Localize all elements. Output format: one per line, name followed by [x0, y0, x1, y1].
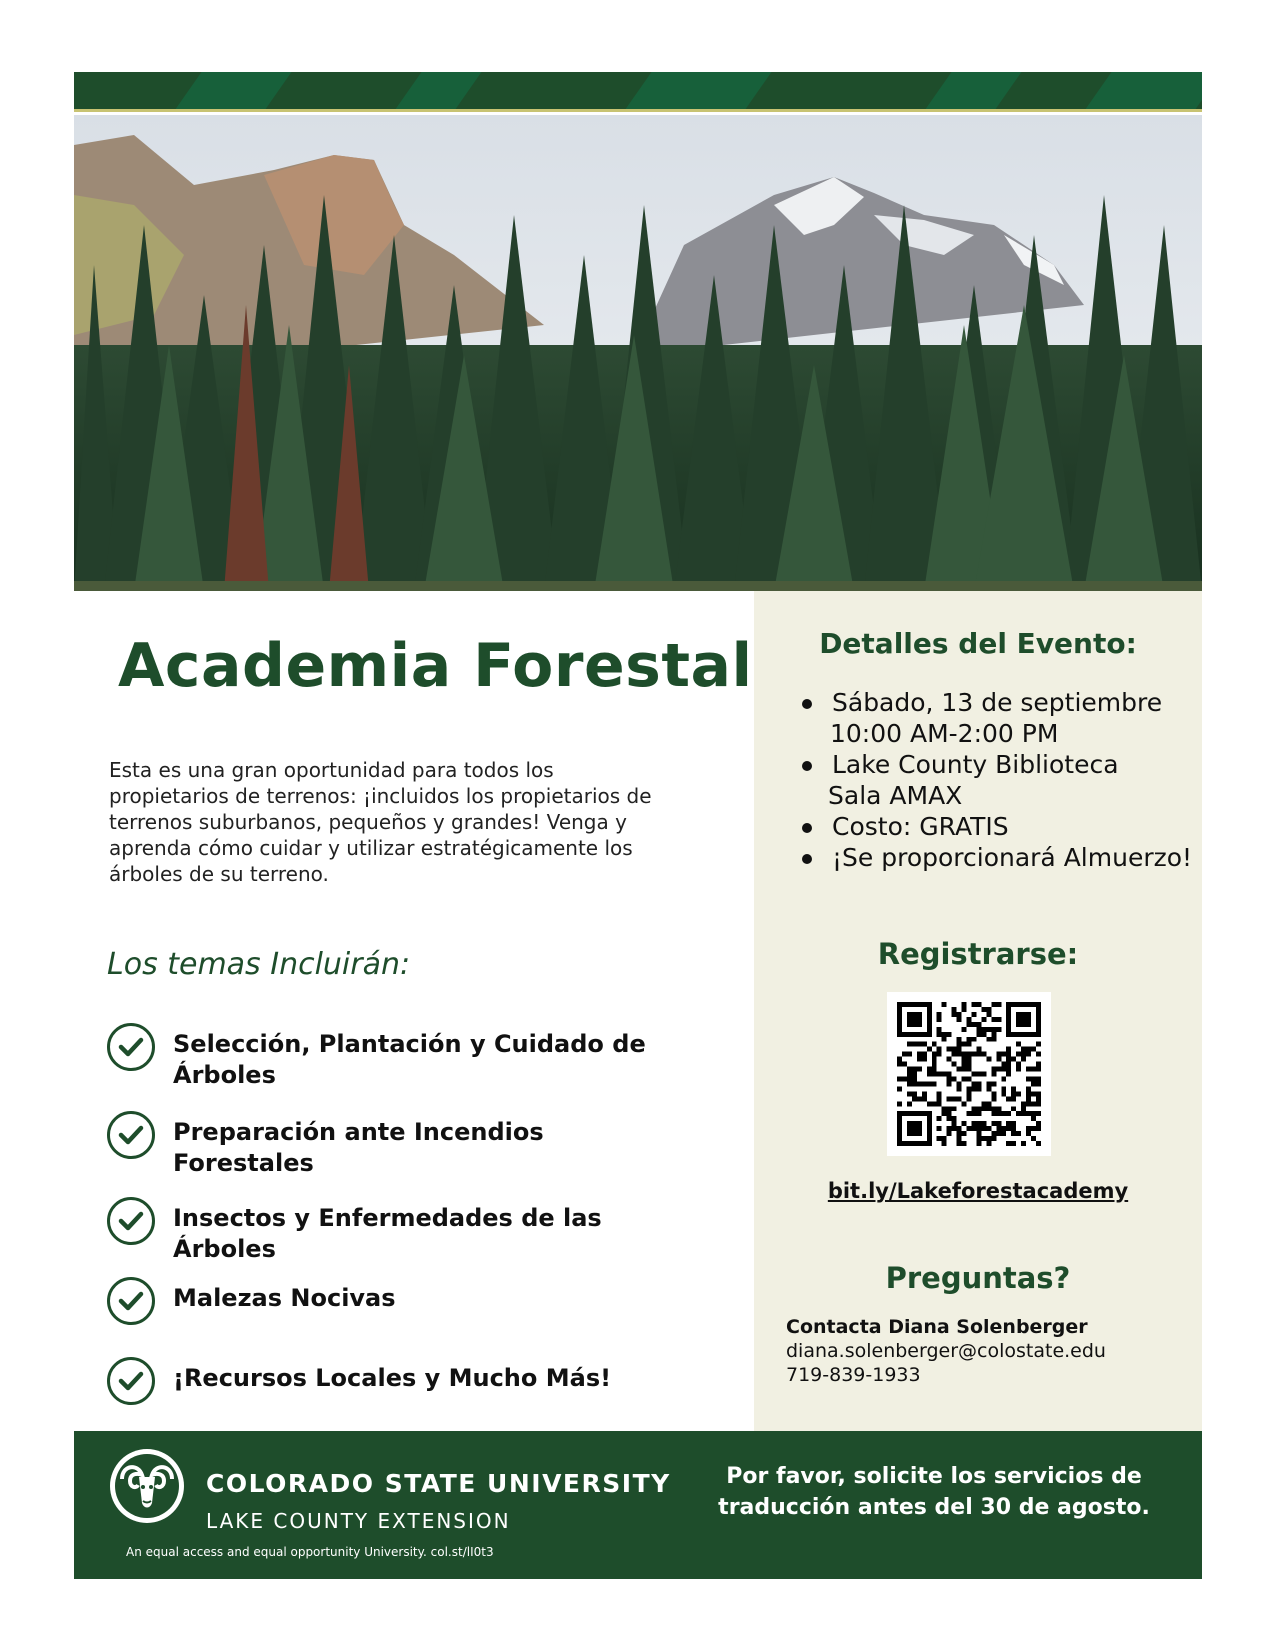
topics-heading: Los temas Incluirán: [107, 947, 411, 982]
topic-label: Preparación ante Incendios Forestales [173, 1118, 544, 1177]
topic-item [107, 1111, 663, 1179]
detail-room: Sala AMAX [828, 781, 963, 810]
details-heading: Detalles del Evento: [819, 627, 1137, 660]
forest-mountain-photo [74, 115, 1202, 591]
topic-item [107, 1357, 663, 1405]
translation-note: Por favor, solicite los servicios de traducción antes del 30 de agosto. [718, 1464, 1150, 1520]
event-details-panel [754, 591, 1202, 1431]
top-decorative-band [74, 72, 1202, 112]
detail-lunch-text: ¡Se proporcionará Almuerzo! [832, 843, 1193, 872]
topic-item [107, 1023, 663, 1091]
register-heading: Registrarse: [877, 937, 1079, 971]
detail-location-text: Lake County Biblioteca [832, 750, 1119, 779]
check-circle-icon [107, 1023, 155, 1071]
detail-cost [800, 811, 1200, 842]
topic-item [107, 1197, 663, 1265]
check-circle-icon [107, 1197, 155, 1245]
check-circle-icon [107, 1277, 155, 1325]
topic-label: Insectos y Enfermedades de las Árboles [173, 1204, 602, 1263]
contact-phone: 719-839-1933 [786, 1364, 921, 1386]
detail-location [800, 749, 1200, 780]
topic-label: Malezas Nocivas [173, 1284, 396, 1312]
check-circle-icon [107, 1357, 155, 1405]
contact-email[interactable]: diana.solenberger@colostate.edu [786, 1340, 1106, 1362]
contact-block [786, 1315, 1196, 1387]
registration-qr-code[interactable] [887, 992, 1051, 1156]
detail-date-text: Sábado, 13 de septiembre [832, 688, 1163, 717]
detail-date [800, 687, 1200, 718]
topic-label: ¡Recursos Locales y Mucho Más! [173, 1364, 612, 1392]
questions-heading: Preguntas? [885, 1261, 1071, 1295]
ram-logo-icon [108, 1447, 186, 1525]
left-content-column [74, 591, 754, 1431]
topic-item [107, 1277, 663, 1325]
page-title: Academia Forestal [118, 631, 753, 701]
check-circle-icon [107, 1111, 155, 1159]
registration-link[interactable]: bit.ly/Lakeforestacademy [827, 1179, 1129, 1203]
equal-access-statement: An equal access and equal opportunity University. col.st/lI0t3 [126, 1545, 494, 1559]
footer-banner [74, 1431, 1202, 1579]
detail-lunch [800, 842, 1200, 873]
intro-paragraph: Esta es una gran oportunidad para todos los propietarios de terrenos: ¡incluidos los propietarios de terrenos suburbanos, pequeños y grandes! Venga y aprenda cómo cuidar y utilizar estratégicamente los árboles de su terreno. [109, 758, 652, 886]
detail-time: 10:00 AM-2:00 PM [830, 719, 1059, 748]
topic-label: Selección, Plantación y Cuidado de Árboles [173, 1030, 646, 1089]
contact-name: Contacta Diana Solenberger [786, 1316, 1088, 1338]
details-list [800, 687, 1200, 873]
detail-cost-text: Costo: GRATIS [832, 812, 1009, 841]
university-name: COLORADO STATE UNIVERSITY [206, 1469, 671, 1498]
extension-name: LAKE COUNTY EXTENSION [206, 1509, 511, 1533]
